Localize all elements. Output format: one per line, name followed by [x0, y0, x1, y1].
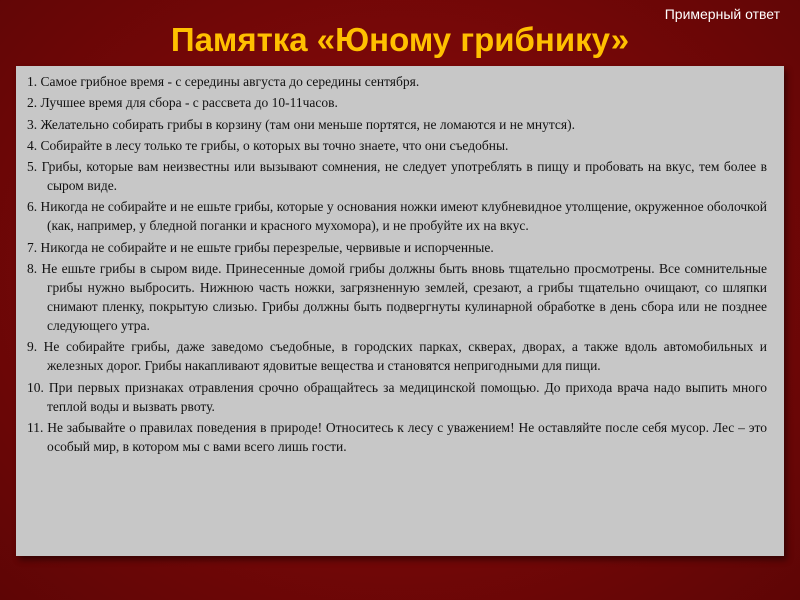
memo-item: 1. Самое грибное время - с середины августа до середины сентября. [27, 74, 420, 89]
memo-item: 2. Лучшее время для сбора - с рассвета до 10-11часов. [27, 95, 338, 111]
slide-title: Памятка «Юному грибнику» [170, 21, 630, 58]
memo-item: 10. При первых признаках отравления срочно обращайтесь за медицинской помощью. До прихода врача надо выпить много теплой воды и вызвать рвоту. [27, 379, 767, 414]
memo-item: 3. Желательно собирать грибы в корзину (там они меньше портятся, не ломаются и не мнутся). [27, 116, 575, 132]
corner-note: Примерный ответ [664, 6, 780, 22]
memo-list [16, 66, 784, 456]
memo-item: 8. Не ешьте грибы в сыром виде. Принесенные домой грибы должны быть вновь тщательно просмотрены. Все сомнительные грибы нужно выбросить. Нижнюю часть ножки, загрязненную землей, срезают, а грибы тщательно очищают, со шляпки снимают пленку, покрытую слизью. Грибы должны быть подвергнуты кулинарной обработке в день сбора или не позднее следующего утра. [27, 261, 767, 334]
memo-panel [16, 66, 784, 556]
memo-item: 6. Никогда не собирайте и не ешьте грибы, которые у основания ножки имеют клубневидное утолщение, окруженное оболочкой (как, например, у бледной поганки и красного мухомора), и не пробуйте их на вкус. [27, 199, 767, 234]
memo-item: 7. Никогда не собирайте и не ешьте грибы перезрелые, червивые и испорченные. [27, 239, 494, 255]
memo-item: 4. Собирайте в лесу только те грибы, о которых вы точно знаете, что они съедобны. [27, 137, 509, 153]
memo-item: 9. Не собирайте грибы, даже заведомо съедобные, в городских парках, скверах, дворах, а также вдоль автомобильных и железных дорог. Грибы накапливают ядовитые вещества и становятся непригодными для пищи. [27, 339, 767, 374]
memo-item: 11. Не забывайте о правилах поведения в природе! Относитесь к лесу с уважением! Не оставляйте после себя мусор. Лес – это особый мир, в котором мы с вами всего лишь гости. [27, 419, 767, 454]
memo-item: 5. Грибы, которые вам неизвестны или вызывают сомнения, не следует употреблять в пищу и пробовать на вкус, тем более в сыром виде. [27, 159, 767, 194]
